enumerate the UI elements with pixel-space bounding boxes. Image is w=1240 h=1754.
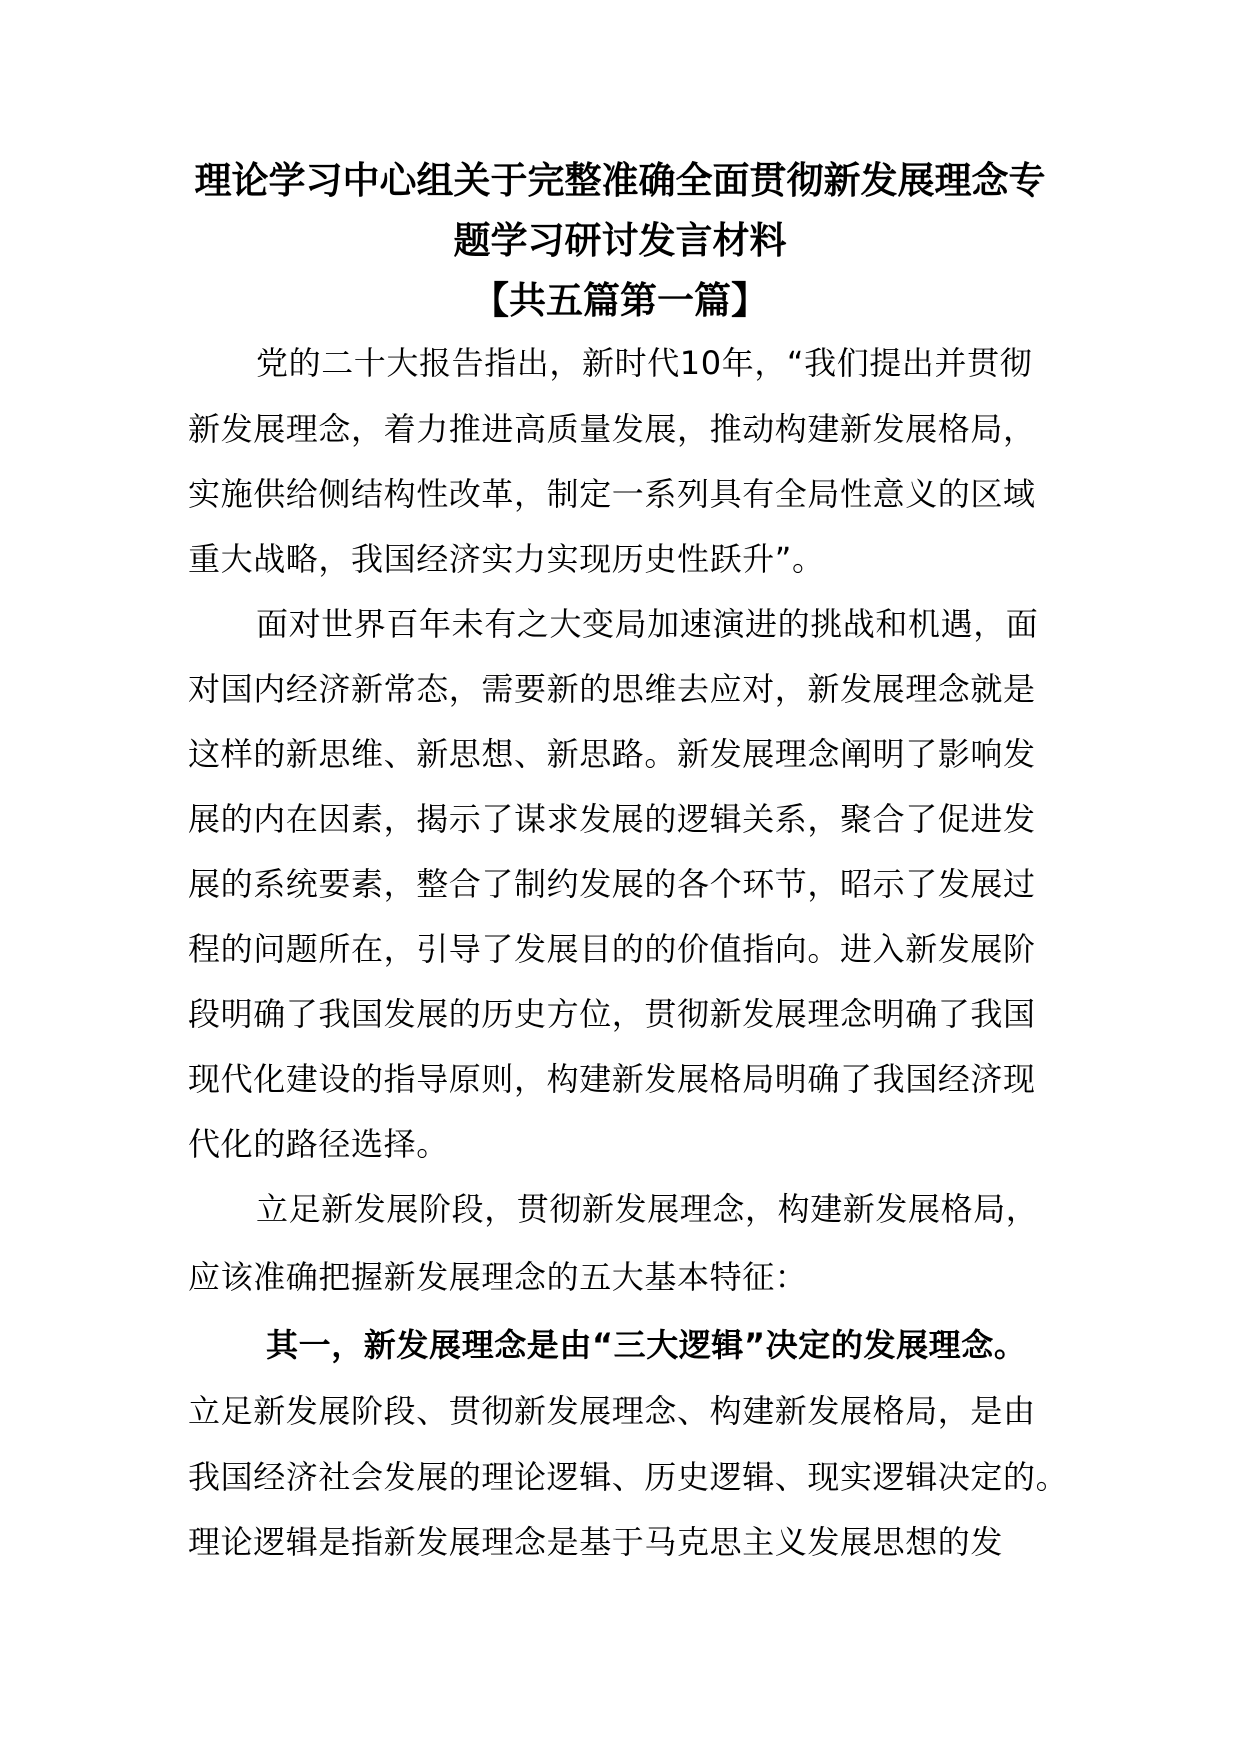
document-title-line-1: 理论学习中心组关于完整准确全面贯彻新发展理念专 xyxy=(194,159,1046,202)
body-line-16: 立足新发展阶段、贯彻新发展理念、构建新发展格局，是由 xyxy=(188,1392,1036,1430)
body-line-12: 现代化建设的指导原则，构建新发展格局明确了我国经济现 xyxy=(188,1060,1036,1098)
body-line-18: 理论逻辑是指新发展理念是基于马克思主义发展思想的发 xyxy=(188,1523,1004,1561)
body-line-3: 实施供给侧结构性改革，制定一系列具有全局性意义的区域 xyxy=(188,475,1036,513)
document-subtitle: 【共五篇第一篇】 xyxy=(472,279,768,322)
body-line-17: 我国经济社会发展的理论逻辑、历史逻辑、现实逻辑决定的。 xyxy=(188,1458,1069,1496)
body-line-2: 新发展理念，着力推进高质量发展，推动构建新发展格局， xyxy=(188,410,1036,448)
body-line-7: 这样的新思维、新思想、新思路。新发展理念阐明了影响发 xyxy=(188,735,1036,773)
body-line-8: 展的内在因素，揭示了谋求发展的逻辑关系，聚合了促进发 xyxy=(188,800,1036,838)
body-line-4: 重大战略，我国经济实力实现历史性跃升”。 xyxy=(188,540,825,578)
body-line-6: 对国内经济新常态，需要新的思维去应对，新发展理念就是 xyxy=(188,670,1036,708)
body-line-1: 党的二十大报告指出，新时代10年，“我们提出并贯彻 xyxy=(256,344,1033,382)
body-line-14: 立足新发展阶段，贯彻新发展理念，构建新发展格局， xyxy=(256,1190,1039,1228)
body-line-13: 代化的路径选择。 xyxy=(188,1125,449,1163)
body-line-11: 段明确了我国发展的历史方位，贯彻新发展理念明确了我国 xyxy=(188,995,1036,1033)
body-line-9: 展的系统要素，整合了制约发展的各个环节，昭示了发展过 xyxy=(188,865,1036,903)
body-line-5: 面对世界百年未有之大变局加速演进的挑战和机遇，面 xyxy=(256,605,1039,643)
body-line-10: 程的问题所在，引导了发展目的的价值指向。进入新发展阶 xyxy=(188,930,1036,968)
document-title-line-2: 题学习研讨发言材料 xyxy=(453,219,787,262)
body-line-15: 应该准确把握新发展理念的五大基本特征： xyxy=(188,1258,808,1296)
section-heading-1: 其一，新发展理念是由“三大逻辑”决定的发展理念。 xyxy=(266,1326,1027,1364)
